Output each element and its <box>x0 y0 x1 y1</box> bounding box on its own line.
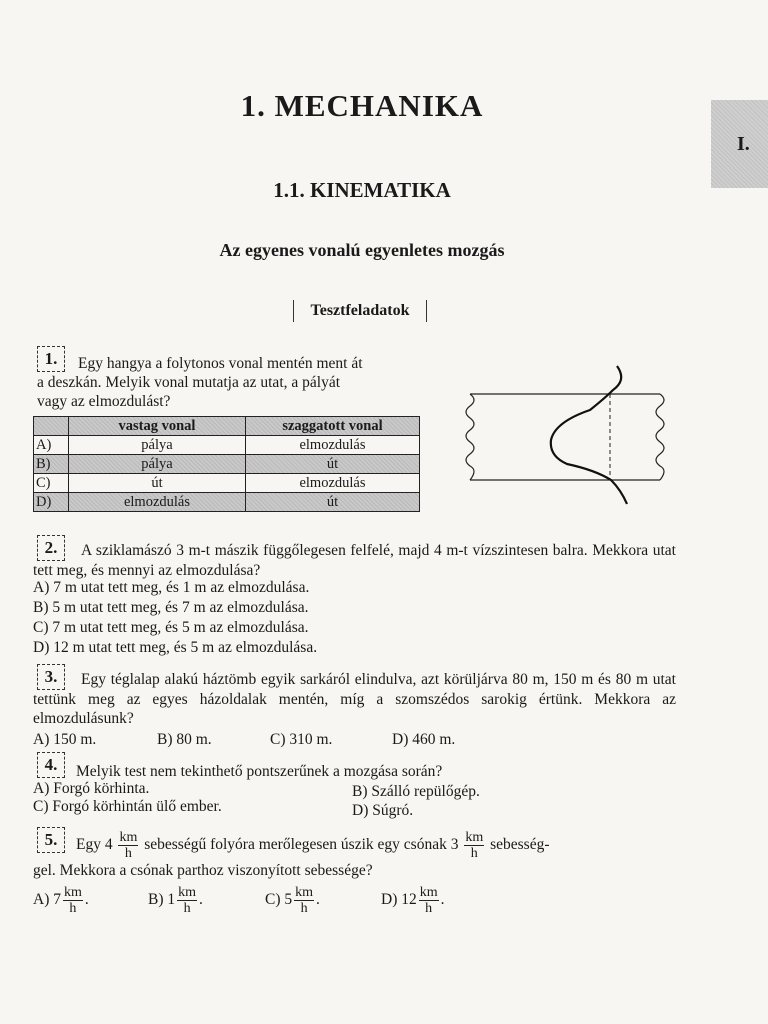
section-title: 1.1. KINEMATIKA <box>273 178 451 202</box>
cell-thick: elmozdulás <box>69 493 246 512</box>
table-row <box>34 436 420 455</box>
frac-den: h <box>470 845 478 861</box>
q5-text-2: sebességű folyóra merőlegesen úszik egy csónak 3 <box>144 836 459 853</box>
frac-den: h <box>425 900 433 916</box>
cell-thick: pálya <box>69 455 246 474</box>
option-period: . <box>199 891 203 908</box>
q5-fraction <box>294 885 314 916</box>
q3-option-b: B) 80 m. <box>157 731 212 748</box>
ant-path-line <box>551 366 627 504</box>
board-figure <box>455 362 685 512</box>
cell-dashed: út <box>246 455 420 474</box>
col-header-dashed: szaggatott vonal <box>246 417 420 436</box>
q5-text-1: Egy 4 <box>76 836 113 853</box>
q4-option-b: B) Szálló repülőgép. <box>352 783 480 800</box>
frac-num: km <box>119 829 138 845</box>
q5-fraction <box>177 885 197 916</box>
frac-num: km <box>63 884 82 900</box>
q3-option-a: A) 150 m. <box>33 731 97 748</box>
q5-text-3: sebesség- <box>490 836 550 853</box>
frac-num: km <box>178 884 197 900</box>
topic-title: Az egyenes vonalú egyenletes mozgás <box>219 240 505 260</box>
row-key: A) <box>34 436 69 455</box>
q5-number: 5. <box>37 827 65 853</box>
table-row <box>34 455 420 474</box>
table-row <box>34 474 420 493</box>
q1-line-1: Egy hangya a folytonos vonal mentén ment át <box>78 355 363 372</box>
q5-option-b <box>148 880 203 920</box>
q2-option-a: A) 7 m utat tett meg, és 1 m az elmozdulása. <box>33 579 310 596</box>
chapter-title: 1. MECHANIKA <box>240 88 484 123</box>
q3-option-d: D) 460 m. <box>392 731 456 748</box>
frac-num: km <box>419 884 438 900</box>
frac-den: h <box>124 845 132 861</box>
q5-fraction <box>464 830 484 861</box>
frac-den: h <box>300 900 308 916</box>
row-key: D) <box>34 493 69 512</box>
q1-line-3: vagy az elmozdulást? <box>37 393 171 410</box>
q5-option-d <box>381 880 445 920</box>
q1-answer-table <box>33 416 420 512</box>
q2-text: A sziklamászó 3 m-t mászik függőlegesen felfelé, majd 4 m-t vízszintesen balra. Mekkora utat tett meg, és mennyi az elmozdulása? <box>33 542 676 579</box>
row-key: B) <box>34 455 69 474</box>
col-header-thick: vastag vonal <box>69 417 246 436</box>
frac-num: km <box>295 884 314 900</box>
q2-option-d: D) 12 m utat tett meg, és 5 m az elmozdulása. <box>33 639 318 656</box>
frac-num: km <box>465 829 484 845</box>
q2-option-b: B) 5 m utat tett meg, és 7 m az elmozdulása. <box>33 599 309 616</box>
q5-line-1 <box>76 827 550 863</box>
q5-fraction <box>63 885 83 916</box>
option-value: B) 1 <box>148 891 176 908</box>
q4-number: 4. <box>37 752 65 778</box>
row-key: C) <box>34 474 69 493</box>
cell-dashed: elmozdulás <box>246 474 420 493</box>
q4-option-c: C) Forgó körhintán ülő ember. <box>33 798 222 815</box>
cell-thick: út <box>69 474 246 493</box>
cell-dashed: út <box>246 493 420 512</box>
q1-line-2: a deszkán. Melyik vonal mutatja az utat, a pályát <box>37 374 340 391</box>
frac-den: h <box>183 900 191 916</box>
table-corner <box>34 417 69 436</box>
q5-option-c <box>265 880 320 920</box>
option-period: . <box>84 891 89 908</box>
chapter-tab-label: I. <box>737 133 750 155</box>
option-period: . <box>316 891 320 908</box>
q5-option-a <box>33 880 89 920</box>
q3-option-c: C) 310 m. <box>270 731 333 748</box>
q3-text: Egy téglalap alakú háztömb egyik sarkáról elindulva, azt körüljárva 80 m, 150 m és 80 m utat tettünk meg az egyes házoldalak mentén, míg a szomszédos sarokig értünk. Mekkora az elmozdulásunk? <box>33 671 676 727</box>
q2-number: 2. <box>37 535 65 561</box>
q5-fraction <box>419 885 439 916</box>
test-label: Tesztfeladatok <box>293 300 427 322</box>
cell-thick: pálya <box>69 436 246 455</box>
frac-den: h <box>69 900 77 916</box>
q5-line-2: gel. Mekkora a csónak parthoz viszonyított sebessége? <box>33 862 373 879</box>
q4-text: Melyik test nem tekinthető pontszerűnek a mozgása során? <box>76 763 443 780</box>
option-value: C) 5 <box>265 891 293 908</box>
q4-option-a: A) Forgó körhinta. <box>33 780 150 797</box>
q5-fraction <box>118 830 138 861</box>
q1-number: 1. <box>37 346 65 372</box>
q4-option-d: D) Súgró. <box>352 802 414 819</box>
option-value: A) 7 <box>33 891 61 908</box>
table-row <box>34 493 420 512</box>
cell-dashed: elmozdulás <box>246 436 420 455</box>
q2-option-c: C) 7 m utat tett meg, és 5 m az elmozdulása. <box>33 619 309 636</box>
option-value: D) 12 <box>381 891 417 908</box>
q3-number: 3. <box>37 664 65 690</box>
option-period: . <box>440 891 445 908</box>
